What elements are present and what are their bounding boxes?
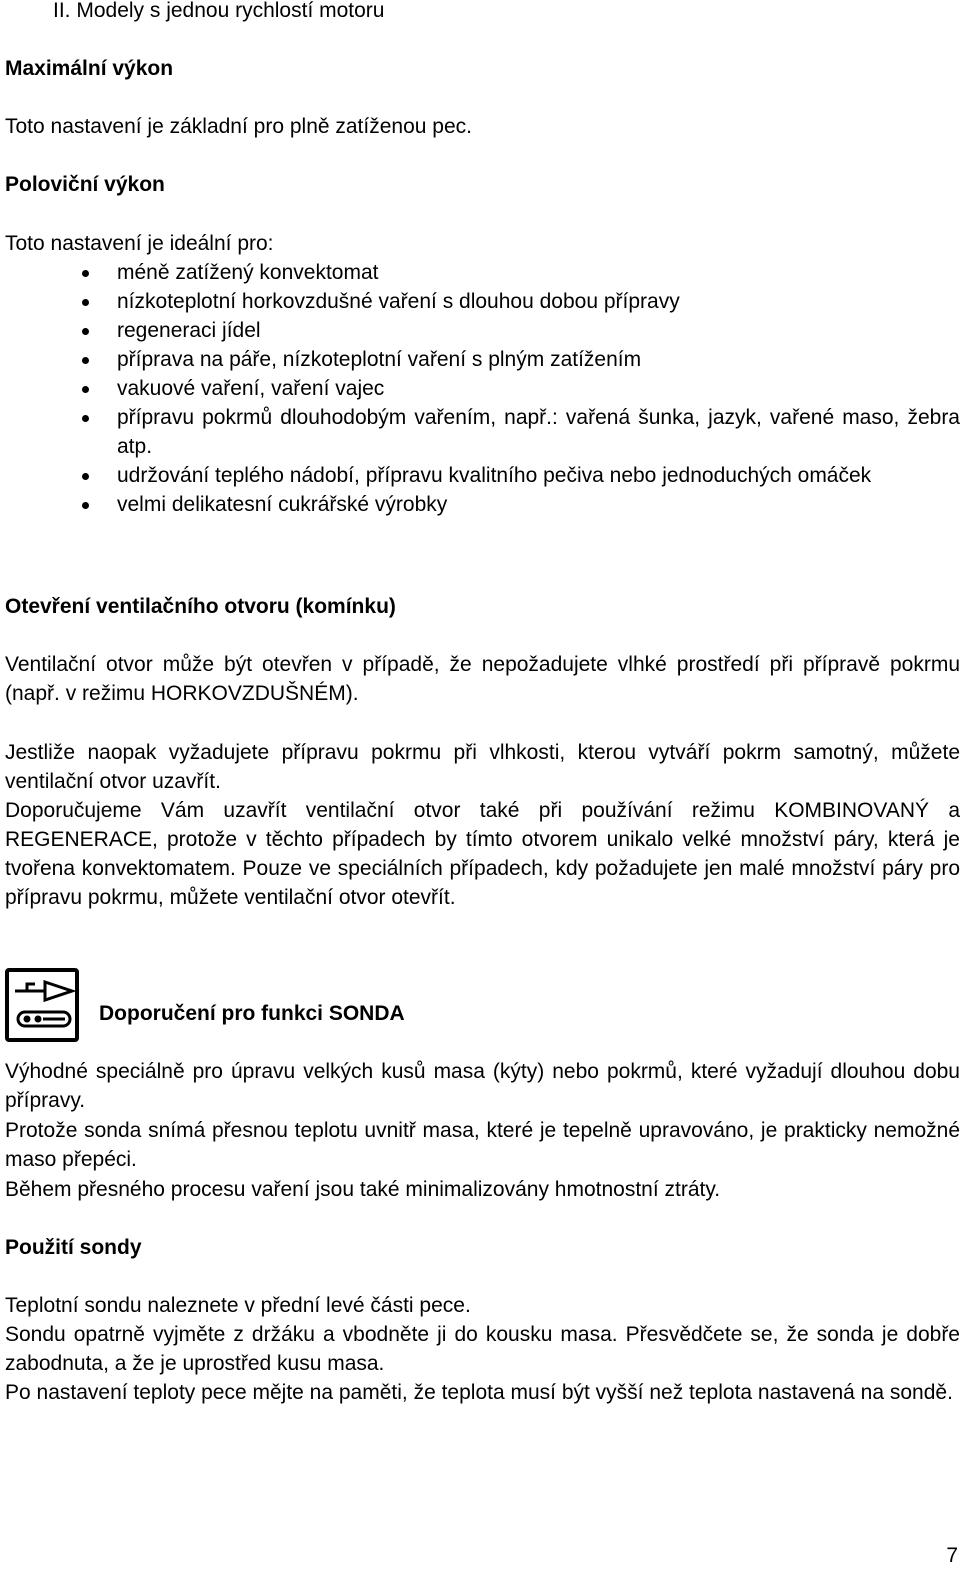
list-item: vakuové vaření, vaření vajec [0,374,960,403]
probe-paragraph-3: Během přesného procesu vaření jsou také minimalizovány hmotnostní ztráty. [5,1178,721,1201]
half-power-list [0,258,960,519]
max-power-text: Toto nastavení je základní pro plně zatíženou pec. [5,115,472,138]
list-item: udržování teplého nádobí, přípravu kvalitního pečiva nebo jednoduchých omáček [0,461,960,490]
half-power-title: Poloviční výkon [5,173,165,196]
probe-use-paragraph-3: Po nastavení teploty pece mějte na paměti, že teplota musí být vyšší než teplota nastavená na sondě. [5,1381,953,1404]
half-power-intro: Toto nastavení je ideální pro: [5,232,274,255]
vent-paragraph-3: Doporučujeme Vám uzavřít ventilační otvor také při používání režimu KOMBINOVANÝ a REGENERACE, protože v těchto případech by tímto otvorem unikalo velké množství páry, která je tvořena konvektomatem. Pouze ve speciálních případech, kdy požadujete jen malé množství páry pro přípravu pokrmu, můžete ventilační otvor otevřít. [5,799,960,909]
probe-icon [5,968,79,1042]
list-item: méně zatížený konvektomat [0,258,960,287]
list-item: nízkoteplotní horkovzdušné vaření s dlouhou dobou přípravy [0,287,960,316]
list-item: přípravu pokrmů dlouhodobým vařením, např.: vařená šunka, jazyk, vařené maso, žebra atp. [0,403,960,461]
list-item: velmi delikatesní cukrářské výrobky [0,490,960,519]
probe-use-paragraph-1: Teplotní sondu naleznete v přední levé části pece. [5,1294,471,1317]
list-item: regeneraci jídel [0,316,960,345]
probe-paragraph-2: Protože sonda snímá přesnou teplotu uvnitř masa, které je tepelně upravováno, je prakticky nemožné maso přepéci. [5,1119,960,1171]
page-number: 7 [946,1544,958,1567]
probe-paragraph-1: Výhodné speciálně pro úpravu velkých kusů masa (kýty) nebo pokrmů, které vyžadují dlouhou dobu přípravy. [5,1060,960,1112]
vent-paragraph-1: Ventilační otvor může být otevřen v případě, že nepožadujete vlhké prostředí při přípravě pokrmu (např. v režimu HORKOVZDUŠNÉM). [5,653,960,705]
list-item: příprava na páře, nízkoteplotní vaření s plným zatížením [0,345,960,374]
probe-title: Doporučení pro funkci SONDA [99,1002,405,1025]
probe-use-title: Použití sondy [5,1236,142,1259]
vent-title: Otevření ventilačního otvoru (komínku) [5,595,396,618]
vent-paragraph-2: Jestliže naopak vyžadujete přípravu pokrmu při vlhkosti, kterou vytváří pokrm samotný, můžete ventilační otvor uzavřít. [5,741,960,793]
max-power-title: Maximální výkon [5,57,174,80]
section-heading: II. Modely s jednou rychlostí motoru [53,0,385,22]
probe-use-paragraph-2: Sondu opatrně vyjměte z držáku a vbodněte ji do kousku masa. Přesvědčete se, že sonda je dobře zabodnuta, a že je uprostřed kusu masa. [5,1323,960,1375]
